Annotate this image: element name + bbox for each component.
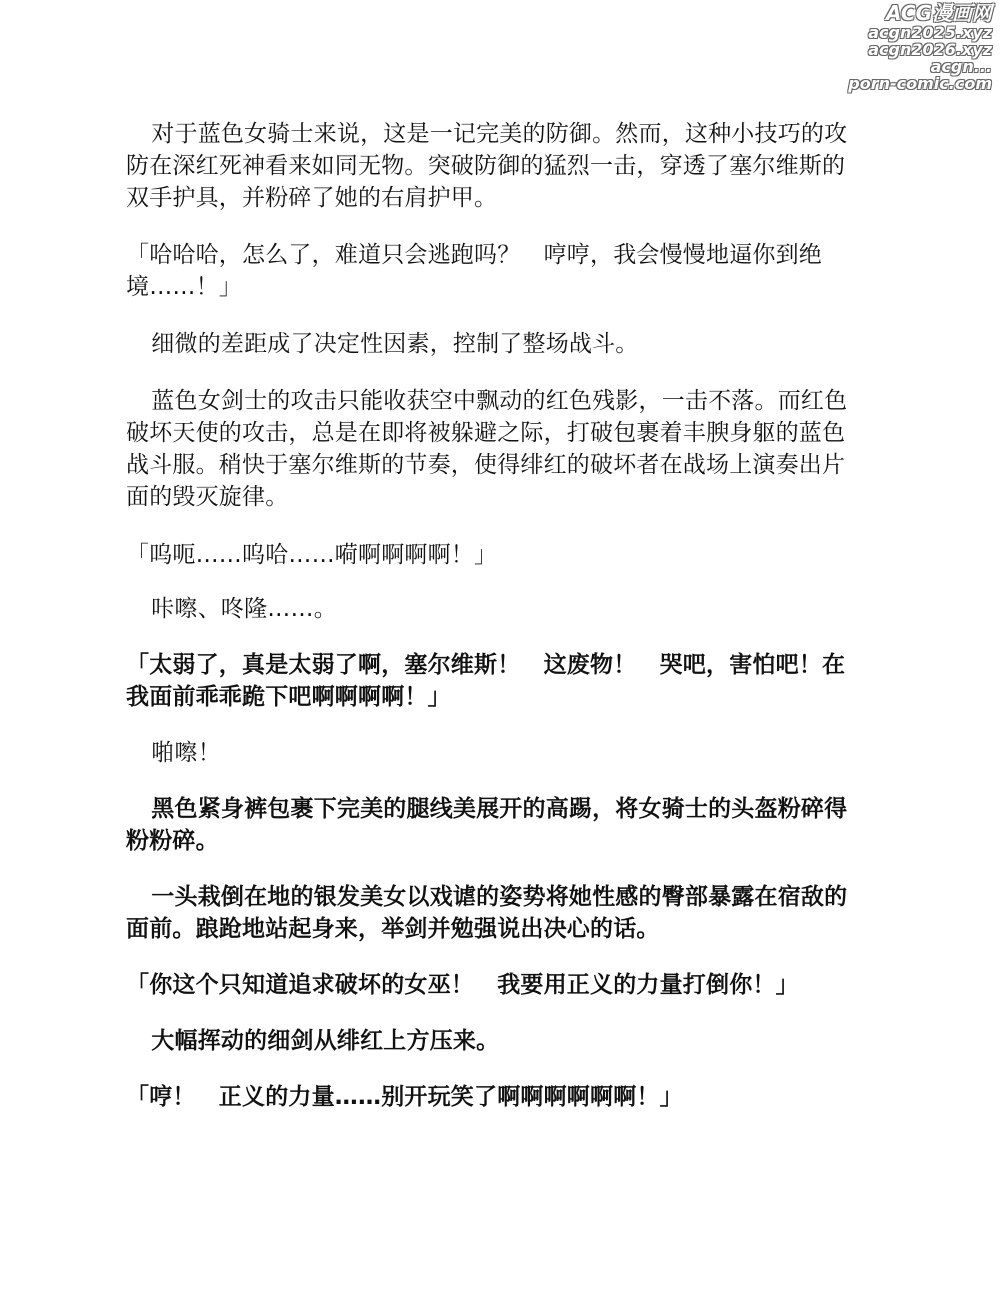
narration-paragraph: 一头栽倒在地的银发美女以戏谑的姿势将她性感的臀部暴露在宿敌的面前。踉跄地站起身来，举剑并勉强说出决心的话。: [126, 884, 848, 942]
narration-paragraph: 蓝色女剑士的攻击只能收获空中飘动的红色残影，一击不落。而红色破坏天使的攻击，总是在即将被躲避之际，打破包裹着丰腴身躯的蓝色战斗服。稍快于塞尔维斯的节奏，使得绯红的破坏者在战场上演奏出片面的毁灭旋律。: [126, 388, 848, 510]
watermark-line: acgn2026.xyz: [868, 40, 992, 59]
narration-paragraph: 咔嚓、咚隆……。: [151, 596, 337, 622]
watermark-title: ACG漫画网: [886, 1, 992, 25]
watermark-line: acgn...: [930, 57, 992, 76]
narration-paragraph: 啪嚓！: [151, 740, 221, 766]
dialogue-paragraph: 「呜呃……呜哈……嗬啊啊啊啊！」: [126, 542, 498, 568]
narration-paragraph: 对于蓝色女骑士来说，这是一记完美的防御。然而，这种小技巧的攻防在深红死神看来如同无物。突破防御的猛烈一击，穿透了塞尔维斯的双手护具，并粉碎了她的右肩护甲。: [126, 121, 848, 211]
watermark-line: porn-comic.com: [848, 74, 992, 93]
narration-paragraph: 大幅挥动的细剑从绯红上方压来。: [151, 1028, 500, 1054]
watermark: [842, 2, 992, 92]
dialogue-paragraph: 「哼！ 正义的力量……别开玩笑了啊啊啊啊啊啊！」: [126, 1084, 683, 1110]
narration-paragraph: 黑色紧身裤包裹下完美的腿线美展开的高踢，将女骑士的头盔粉碎得粉粉碎。: [126, 796, 848, 854]
dialogue-paragraph: 「哈哈哈，怎么了，难道只会逃跑吗？ 哼哼，我会慢慢地逼你到绝境……！」: [126, 242, 822, 300]
dialogue-paragraph: 「太弱了，真是太弱了啊，塞尔维斯！ 这废物！ 哭吧，害怕吧！在我面前乖乖跪下吧啊啊啊啊！」: [126, 652, 846, 710]
watermark-line: acgn2025.xyz: [868, 23, 992, 42]
page-body: [126, 118, 866, 1113]
dialogue-paragraph: 「你这个只知道追求破坏的女巫！ 我要用正义的力量打倒你！」: [126, 972, 799, 998]
narration-paragraph: 细微的差距成了决定性因素，控制了整场战斗。: [151, 331, 639, 357]
